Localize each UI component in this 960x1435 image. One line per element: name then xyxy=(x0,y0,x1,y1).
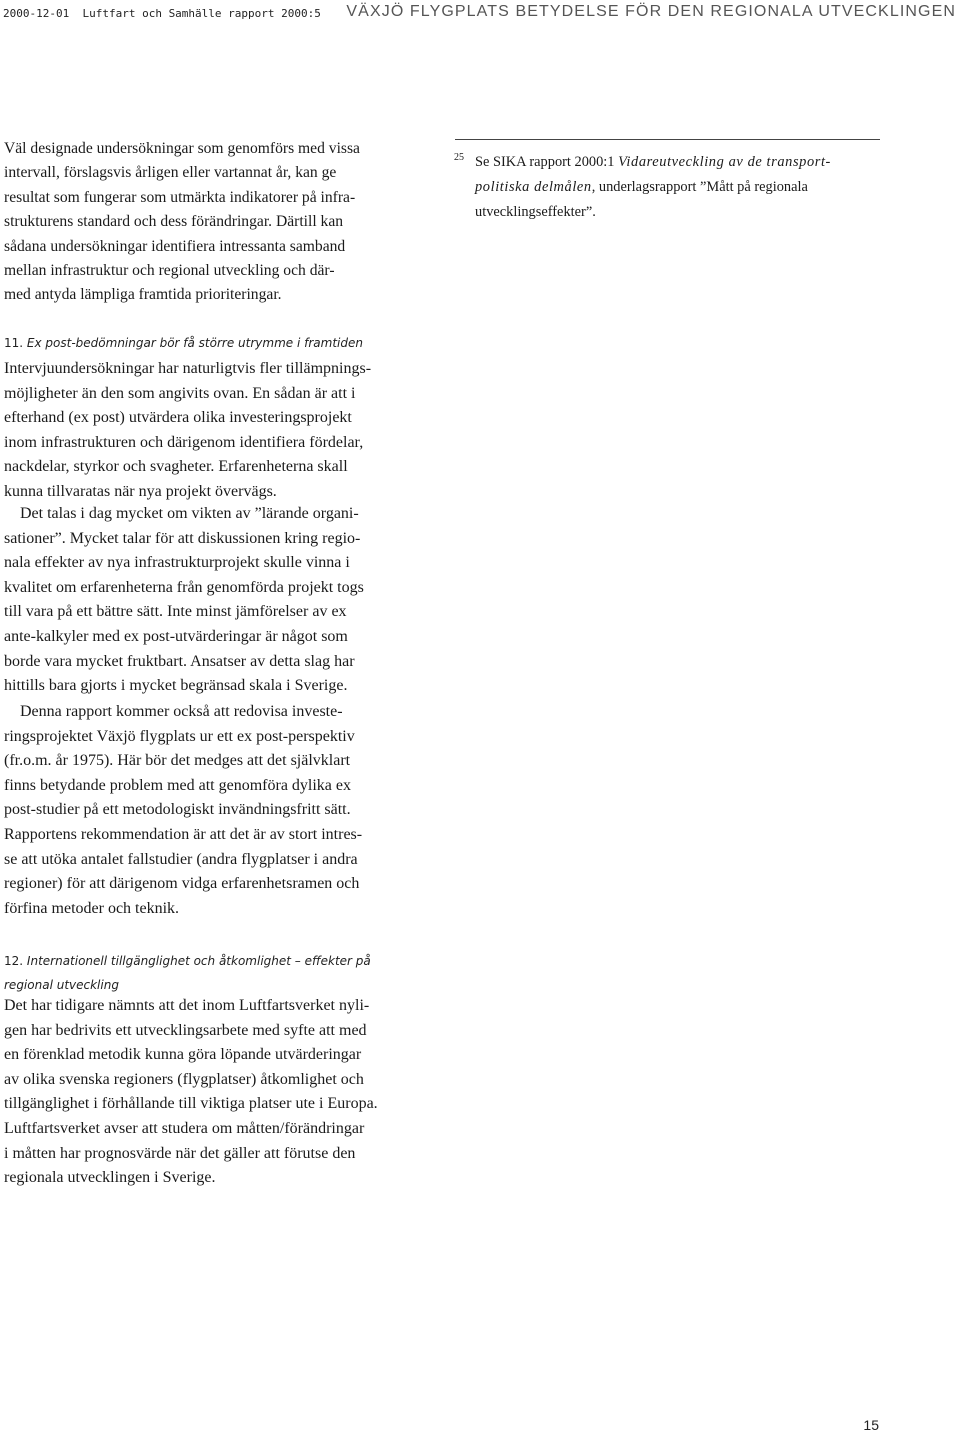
text-line: Rapportens rekommendation är att det är av stort intres- xyxy=(4,825,363,843)
text-line: efterhand (ex post) utvärdera olika investeringsprojekt xyxy=(4,409,352,427)
text-line: ante-kalkyler med ex post-utvärderingar är något som xyxy=(4,627,348,645)
footnote-report-title: politiska delmålen xyxy=(475,179,592,195)
text-line: post-studier på ett metodologiskt invändningsfritt sätt. xyxy=(4,801,351,819)
text-line: Väl designade undersökningar som genomförs med vissa xyxy=(4,140,360,157)
text-line: med antyda lämpliga framtida prioriteringar. xyxy=(4,286,282,304)
running-header xyxy=(0,0,960,30)
text-line: i måtten har prognosvärde när det gäller att förutse den xyxy=(4,1144,356,1162)
text-line: kvalitet om erfarenheterna från genomförda projekt togs xyxy=(4,578,364,596)
text-line: Det har tidigare nämnts att det inom Luftfartsverket nyli- xyxy=(4,997,370,1014)
text-line: se att utöka antalet fallstudier (andra flygplatser i andra xyxy=(4,850,358,868)
footnote-text: Se SIKA rapport 2000:1 xyxy=(475,154,619,170)
text-line: finns betydande problem med att genomföra dylika ex xyxy=(4,776,352,794)
text-line: mellan infrastruktur och regional utveckling och där- xyxy=(4,261,335,279)
text-line: regionala utvecklingen i Sverige. xyxy=(4,1169,216,1187)
footnote-25: 25 Se SIKA rapport 2000:1 Vidareutveckling av de transport- politiska delmålen, underlagsrapport ”Mått på regionala utvecklingseffekter”. xyxy=(454,150,884,225)
section-title: Ex post-bedömningar bör få större utrymme i framtiden xyxy=(26,336,363,350)
text-line: hittills bara gjorts i mycket begränsad skala i Sverige. xyxy=(4,677,348,695)
text-line: tillgänglighet i förhållande till viktiga platser ute i Europa. xyxy=(4,1095,378,1113)
text-line: resultat som fungerar som utmärkta indikatorer på infra- xyxy=(4,188,356,206)
text-line: sationer”. Mycket talar för att diskussionen kring regio- xyxy=(4,529,361,547)
footnote-text: utvecklingseffekter”. xyxy=(475,204,596,220)
text-line: strukturens standard och dess förändringar. Därtill kan xyxy=(4,213,344,231)
text-line: till vara på ett bättre sätt. Inte minst jämförelser av ex xyxy=(4,603,347,621)
text-line: sådana undersökningar identifiera intressanta samband xyxy=(4,237,346,255)
footnote-divider xyxy=(455,139,880,140)
text-line: Det talas i dag mycket om vikten av ”lärande organi- xyxy=(4,505,359,522)
text-line: (fr.o.m. år 1975). Här bör det medges att det självklart xyxy=(4,752,351,770)
text-line: inom infrastrukturen och därigenom identifiera fördelar, xyxy=(4,433,364,451)
section-number: 11. xyxy=(4,336,24,350)
text-line: en förenklad metodik kunna göra löpande utvärderingar xyxy=(4,1046,362,1064)
section-title-line-1: Internationell tillgänglighet och åtkomlighet – effekter på xyxy=(26,954,371,968)
section-title-line-2: regional utveckling xyxy=(4,978,119,992)
text-line: möjligheter än den som angivits ovan. En sådan är att i xyxy=(4,384,356,402)
text-line: kunna tillvaratas när nya projekt övervägs. xyxy=(4,482,277,500)
footnote-report-title: Vidareutveckling av de transport- xyxy=(618,154,831,170)
page-number: 15 xyxy=(863,1417,879,1433)
text-line: av olika svenska regioners (flygplatser) åtkomlighet och xyxy=(4,1070,364,1088)
section-number: 12. xyxy=(4,954,24,968)
text-line: borde vara mycket fruktbart. Ansatser av detta slag har xyxy=(4,652,355,670)
text-line: Intervjuundersökningar har naturligtvis fler tillämpnings- xyxy=(4,360,372,377)
section-11-paragraph-3 xyxy=(4,700,464,921)
section-11-paragraph-2 xyxy=(4,502,464,699)
text-line: Luftfartsverket avser att studera om måtten/förändringar xyxy=(4,1119,365,1137)
text-line: regioner) för att därigenom vidga erfarenhetsramen och xyxy=(4,875,360,893)
text-line: intervall, förslagsvis årligen eller vartannat år, kan ge xyxy=(4,164,337,182)
header-date-series: 2000-12-01 Luftfart och Samhälle rapport 2000:5 xyxy=(3,7,321,20)
section-12-paragraph xyxy=(4,994,464,1191)
text-line: nackdelar, styrkor och svagheter. Erfarenheterna skall xyxy=(4,458,348,476)
section-11-paragraph-1 xyxy=(4,357,464,505)
text-line: förfina metoder och teknik. xyxy=(4,899,180,917)
text-line: nala effekter av nya infrastrukturprojekt skulle vinna i xyxy=(4,554,350,572)
footnote-text: , underlagsrapport ”Mått på regionala xyxy=(591,179,808,195)
intro-paragraph xyxy=(4,137,464,308)
text-line: Denna rapport kommer också att redovisa investe- xyxy=(4,703,343,720)
text-line: gen har bedrivits ett utvecklingsarbete med syfte att med xyxy=(4,1021,367,1039)
text-line: ringsprojektet Växjö flygplats ur ett ex post-perspektiv xyxy=(4,727,355,745)
section-11-heading xyxy=(4,336,363,350)
header-report-title: VÄXJÖ FLYGPLATS BETYDELSE FÖR DEN REGIONALA UTVECKLINGEN xyxy=(346,3,956,20)
section-12-heading xyxy=(4,949,371,997)
